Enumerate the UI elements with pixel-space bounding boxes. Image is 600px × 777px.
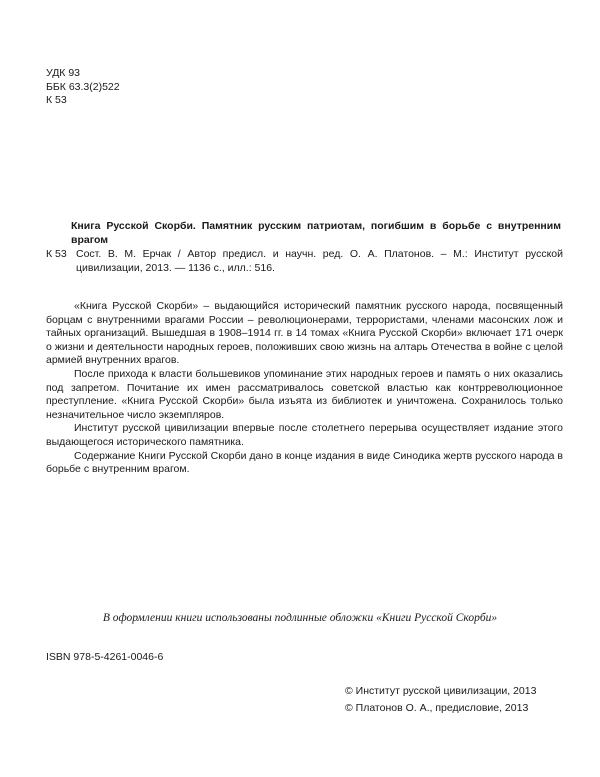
copyright-block xyxy=(345,683,560,717)
bbk-code: ББК 63.3(2)522 xyxy=(46,80,120,93)
isbn: ISBN 978-5-4261-0046-6 xyxy=(46,651,164,663)
annotation-paragraph: После прихода к власти большевиков упоминание этих народных героев и память о них оказались под запретом. Почитание их имен рассматривалось советской властью как контрреволюционное преступление. «Книга Русской Скорби» была изъята из библиотек и уничтожена. Сохранилось только незначительное число экземпляров. xyxy=(46,367,563,421)
catalog-index: К 53 xyxy=(46,248,67,260)
bibliographic-description: Сост. В. М. Ерчак / Автор предисл. и научн. ред. О. А. Платонов. – М.: Институт русской цивилизации, 2013. — 1136 с., илл.: 516. xyxy=(76,248,563,274)
udc-code: УДК 93 xyxy=(46,67,81,79)
book-title: Книга Русской Скорби. Памятник русским патриотам, погибшим в борьбе с внутренним врагом xyxy=(71,220,561,246)
annotation-paragraph: Содержание Книги Русской Скорби дано в конце издания в виде Синодика жертв русского народа в борьбе с внутренним врагом. xyxy=(46,449,563,476)
annotation xyxy=(46,300,563,477)
copyright-line: © Платонов О. А., предисловие, 2013 xyxy=(345,702,529,714)
design-note: В оформлении книги использованы подлинные обложки «Книги Русской Скорби» xyxy=(102,612,498,624)
annotation-paragraph: Институт русской цивилизации впервые после столетнего перерыва осуществляет издание этого выдающегося исторического памятника. xyxy=(46,422,563,448)
copyright-line: © Институт русской цивилизации, 2013 xyxy=(345,685,537,697)
annotation-paragraph: «Книга Русской Скорби» – выдающийся исторический памятник русского народа, посвященный борцам с внутренними врагами России – революционерами, террористами, членами масонских лож и тайных организаций. Вышедшая в 1908–1914 гг. в 14 томах «Книга Русской Скорби» включает 171 очерк о жизни и деятельности народных героев, положивших свою жизнь на алтарь Отечества в войне с целой армией внутренних врагов. xyxy=(46,300,563,367)
author-mark: К 53 xyxy=(46,94,67,106)
classification-codes xyxy=(46,67,120,108)
